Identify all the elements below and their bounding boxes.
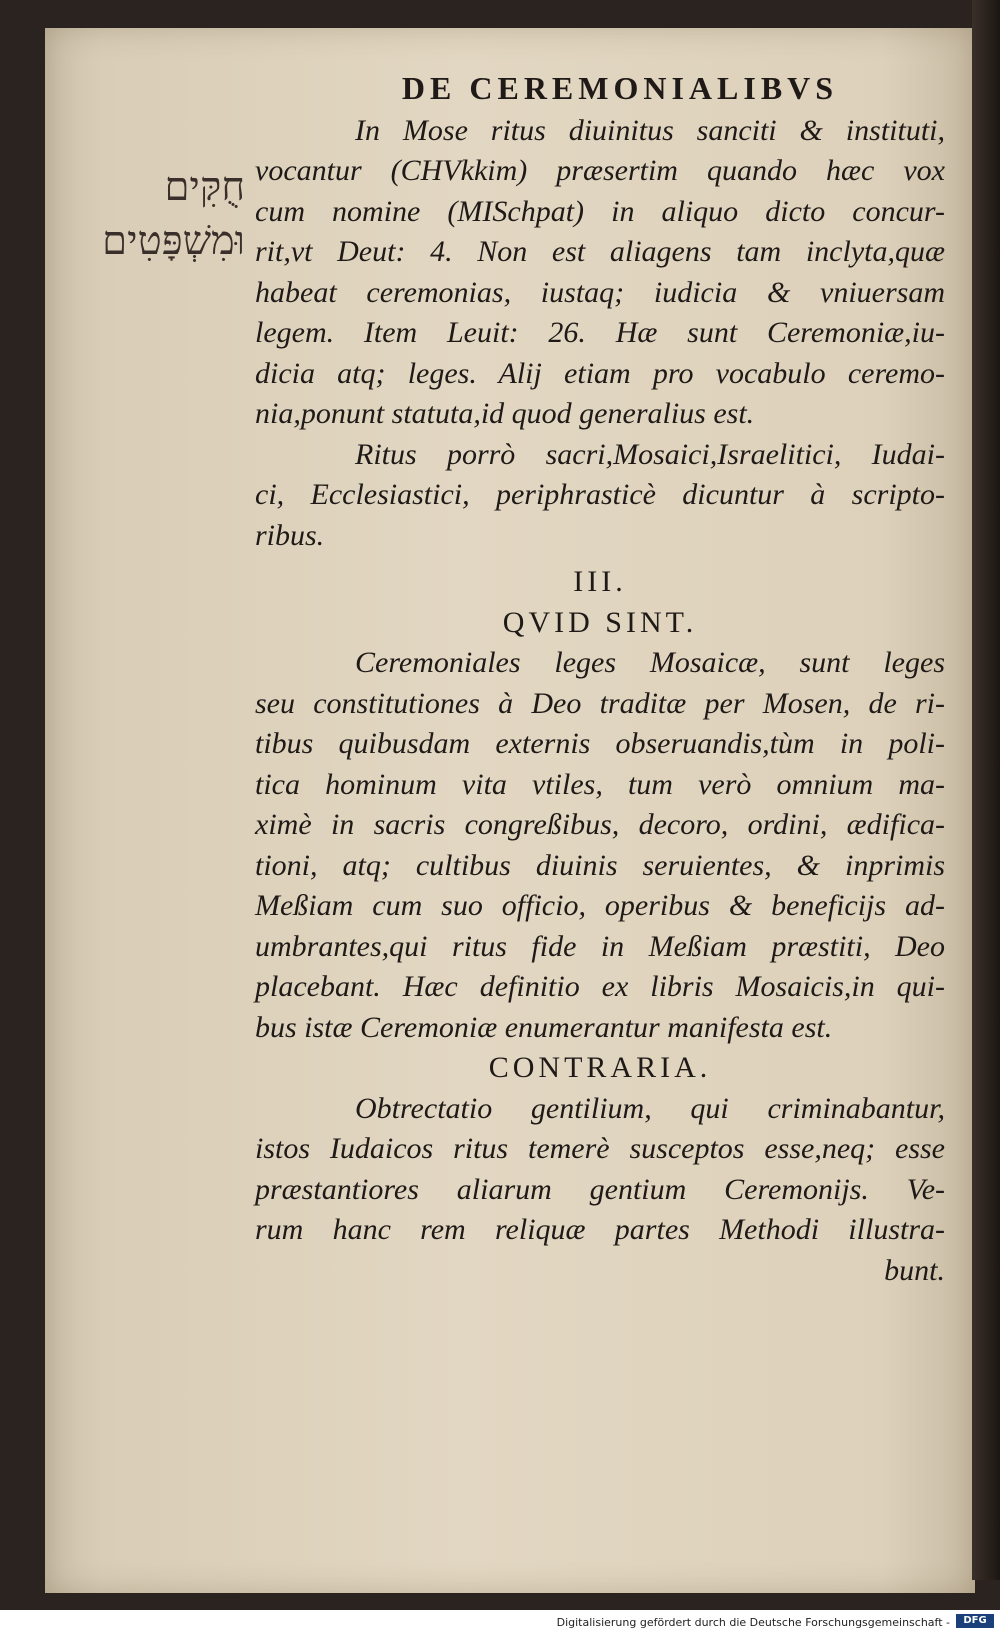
text-line: ci, Ecclesiastici, periphrasticè dicuntur à scripto- [255, 478, 945, 511]
dfg-logo: DFG [956, 1614, 994, 1628]
paragraph-3 [255, 643, 945, 1048]
text-line: In Mose ritus diuinitus sanciti & instituti, [355, 113, 945, 147]
text-line: seu constitutiones à Deo traditæ per Mosen, de ri- [255, 686, 945, 720]
text-line: ximè in sacris congreßibus, decoro, ordini, ædifica- [255, 808, 945, 841]
section-title: QVID SINT. [502, 605, 698, 639]
text-line: tica hominum vita vtiles, tum verò omnium ma- [255, 767, 945, 801]
text-line: rit,vt Deut: 4. Non est aliagens tam inclyta,quæ [255, 235, 945, 268]
text-line: habeat ceremonias, iustaq; iudicia & vniuersam [255, 275, 945, 309]
text-line: legem. Item Leuit: 26. Hæ sunt Ceremoniæ,iu- [255, 316, 945, 349]
margin-note-line: וּמִשְׁפָּטִים [102, 218, 245, 264]
text-line: Meßiam cum suo officio, operibus & beneficijs ad- [255, 889, 945, 922]
paragraph-2 [255, 435, 945, 557]
text-line: placebant. Hæc definitio ex libris Mosaicis,in qui- [255, 970, 945, 1003]
text-line: umbrantes,qui ritus fide in Meßiam præstiti, Deo [255, 929, 945, 963]
margin-note-line: חֻקִּים [164, 164, 245, 210]
text-line: cum nomine (MISchpat) in aliquo dicto concur- [255, 194, 945, 228]
page-text [255, 68, 945, 1291]
text-line: istos Iudaicos ritus temerè susceptos esse,neq; esse [255, 1132, 945, 1165]
text-line: dicia atq; leges. Alij etiam pro vocabulo ceremo- [255, 356, 945, 390]
text-line: nia,ponunt statuta,id quod generalius est. [255, 397, 755, 430]
text-line: Ritus porrò sacri,Mosaici,Israelitici, Iudai- [355, 437, 945, 471]
text-line: tibus quibusdam externis obseruandis,tùm in poli- [255, 727, 945, 760]
catchword: bunt. [884, 1253, 945, 1287]
paragraph-4 [255, 1089, 945, 1292]
text-line: ribus. [255, 518, 325, 552]
page-edge [972, 0, 1000, 1580]
contraria-title: CONTRARIA. [488, 1051, 712, 1084]
text-line: bus istæ Ceremoniæ enumerantur manifesta est. [255, 1010, 833, 1044]
funding-footer: Digitalisierung gefördert durch die Deutsche Forschungsgemeinschaft - [556, 1616, 950, 1629]
running-header: DE CEREMONIALIBVS [401, 70, 839, 106]
text-line: rum hanc rem reliquæ partes Methodi illustra- [255, 1213, 945, 1246]
text-line: Obtrectatio gentilium, qui criminabantur, [355, 1091, 945, 1125]
section-number: III. [573, 565, 627, 598]
text-line: tioni, atq; cultibus diuinis seruientes, & inprimis [255, 848, 945, 882]
hebrew-margin-note [55, 160, 245, 268]
paragraph-1 [255, 111, 945, 435]
text-line: Ceremoniales leges Mosaicæ, sunt leges [355, 646, 945, 679]
text-line: præstantiores aliarum gentium Ceremonijs. Ve- [255, 1172, 945, 1206]
text-line: vocantur (CHVkkim) præsertim quando hæc vox [255, 154, 945, 187]
